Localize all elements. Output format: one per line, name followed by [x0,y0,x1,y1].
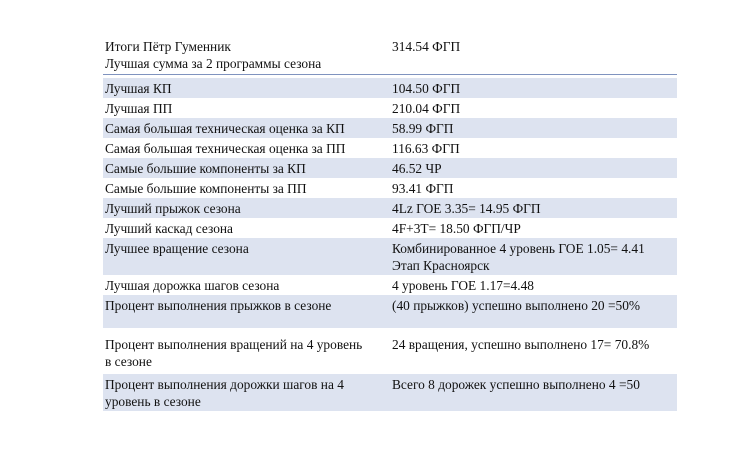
table-row [103,78,677,98]
header-title: Итоги Пётр Гуменник [105,39,231,54]
row-label: Самая большая техническая оценка за КП [105,121,345,136]
row-value-cell [390,238,677,275]
row-value-note: Этап Красноярск [392,258,490,273]
row-label: Процент выполнения прыжков в сезоне [105,298,332,313]
summary-header-row [103,36,677,75]
table-row [103,118,677,138]
header-total: 314.54 ФГП [392,39,461,54]
table-row [103,138,677,158]
row-label: Лучшая дорожка шагов сезона [105,278,280,293]
row-label: Самые большие компоненты за КП [105,161,306,176]
row-label: Самая большая техническая оценка за ПП [105,141,346,156]
row-value: Всего 8 дорожек успешно выполнено 4 =50 [392,377,640,392]
row-value: Комбинированное 4 уровень ГОЕ 1.05= 4.41 [392,241,645,256]
row-label: Лучшая ПП [105,101,173,116]
row-value: 58.99 ФГП [392,121,454,136]
row-label-cell [103,334,390,371]
row-label-cont: в сезоне [105,354,152,369]
table-row [103,238,677,275]
table-row [103,295,677,328]
row-value: 4F+3T= 18.50 ФГП/ЧР [392,221,521,236]
table-row [103,158,677,178]
row-value: 4Lz ГОЕ 3.35= 14.95 ФГП [392,201,541,216]
row-value: 116.63 ФГП [392,141,460,156]
row-label: Лучшее вращение сезона [105,241,249,256]
row-label: Процент выполнения дорожки шагов на 4 [105,377,344,392]
table-row [103,178,677,198]
row-label: Лучшая КП [105,81,172,96]
table-row [103,328,677,371]
table-row [103,218,677,238]
row-label: Лучший каскад сезона [105,221,233,236]
row-value: 4 уровень ГОЕ 1.17=4.48 [392,278,534,293]
row-value: (40 прыжков) успешно выполнено 20 =50% [392,298,641,313]
header-label-cell [103,36,390,73]
table-row [103,98,677,118]
summary-table [103,36,677,411]
row-label-cell [103,374,390,411]
row-value: 104.50 ФГП [392,81,461,96]
header-value-cell [390,36,677,73]
table-row [103,198,677,218]
row-label: Самые большие компоненты за ПП [105,181,307,196]
table-row [103,275,677,295]
row-label-cont: уровень в сезоне [105,394,201,409]
row-value: 93.41 ФГП [392,181,454,196]
row-value: 24 вращения, успешно выполнено 17= 70.8% [392,337,650,352]
row-label: Лучший прыжок сезона [105,201,241,216]
row-value: 210.04 ФГП [392,101,461,116]
table-row [103,374,677,411]
row-label: Процент выполнения вращений на 4 уровень [105,337,363,352]
row-value: 46.52 ЧР [392,161,442,176]
header-subtitle: Лучшая сумма за 2 программы сезона [105,56,322,71]
